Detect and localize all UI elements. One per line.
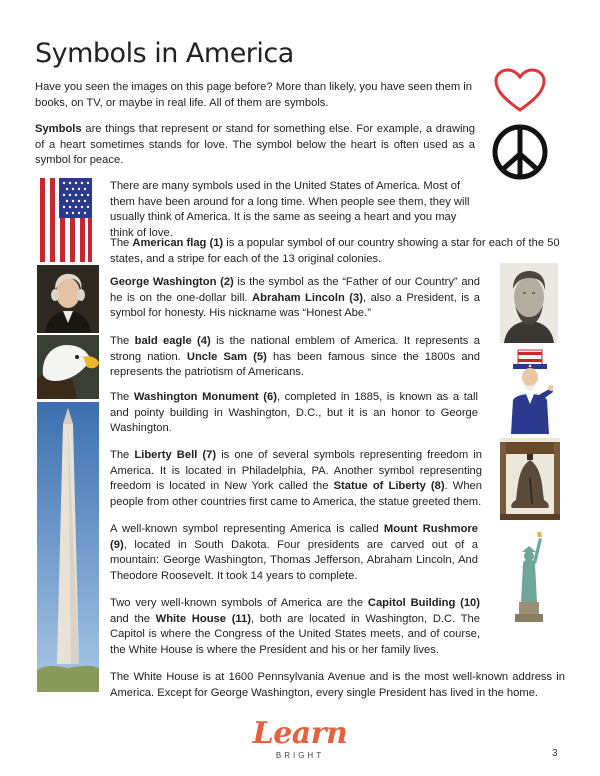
washington-monument-image [37, 402, 99, 692]
flag-paragraph: The American flag (1) is a popular symbol of our country showing a star for each of the 50 states, and a stripe for each of the 13 original colonies. [110, 237, 560, 265]
george-washington-portrait [37, 265, 99, 333]
american-flag-image [37, 178, 92, 262]
uncle-sam-image [507, 348, 553, 434]
intro-paragraph: Have you seen the images on this page before? More than likely, you have seen them in books, on TV, or maybe in real life. All of them are symbols. [35, 81, 472, 109]
mount-rushmore-paragraph: A well-known symbol representing America is called Mount Rushmore (9), located in South Dakota. Four presidents are carved out of a mountain: George Washington, Thomas Jefferson, Abraham Lincoln, And Theodore Roosevelt. It took 14 years to complete. [110, 523, 478, 582]
statue-of-liberty-image [505, 530, 553, 622]
learn-bright-logo [244, 716, 356, 760]
page-number: 3 [552, 748, 558, 759]
peace-symbol-icon [491, 123, 549, 181]
heart-icon [493, 68, 547, 114]
liberty-bell-paragraph: The Liberty Bell (7) is one of several symbols representing freedom in America. It is located in Philadelphia, PA. Another symbol representing freedom is located in New York called the Statue of Liberty (8). When people from other countries first came to America, the statue greeted them. [110, 449, 483, 508]
many-symbols-paragraph: There are many symbols used in the United States of America. Most of them have been around for a long time. When people see them, they will usually think of America. It is the same as seeing a heart and you may think of love. [110, 180, 470, 239]
logo-wordmark: Learn [252, 716, 348, 751]
eagle-uncle-sam-paragraph: The bald eagle (4) is the national emblem of America. It represents a strong nation. Uncle Sam (5) has been famous since the 1800s and represents the patriotism of Americans. [110, 335, 481, 378]
white-house-address-paragraph: The White House is at 1600 Pennsylvania Avenue and is the most well-known address in America. Except for George Washington, every single President has lived in the home. [110, 671, 565, 699]
symbols-paragraph: Symbols are things that represent or stand for something else. For example, a drawing of a heart sometimes stands for love. The symbol below the heart is often used as a symbol for peace. [35, 123, 475, 166]
liberty-bell-image [500, 438, 560, 520]
page-title: Symbols in America [35, 38, 294, 69]
abraham-lincoln-portrait [500, 263, 558, 343]
washington-lincoln-paragraph: George Washington (2) is the symbol as the “Father of our Country” and he is on the one-dollar bill. Abraham Lincoln (3), also a President, is a symbol for honesty. His nickname was “Honest Abe.” [110, 276, 480, 319]
monument-paragraph: The Washington Monument (6), completed in 1885, is known as a tall and pointy building in Washington, D.C., but it is an honor to George Washington. [110, 391, 479, 434]
bald-eagle-image [37, 335, 99, 399]
capitol-whitehouse-paragraph: Two very well-known symbols of America are the Capitol Building (10) and the White House (11), both are located in Washington, D.C. The Capitol is where the Congress of the United States meets, and of course, the White House is where the President and his or her family lives. [110, 597, 480, 656]
logo-subtext: BRIGHT [275, 751, 325, 760]
